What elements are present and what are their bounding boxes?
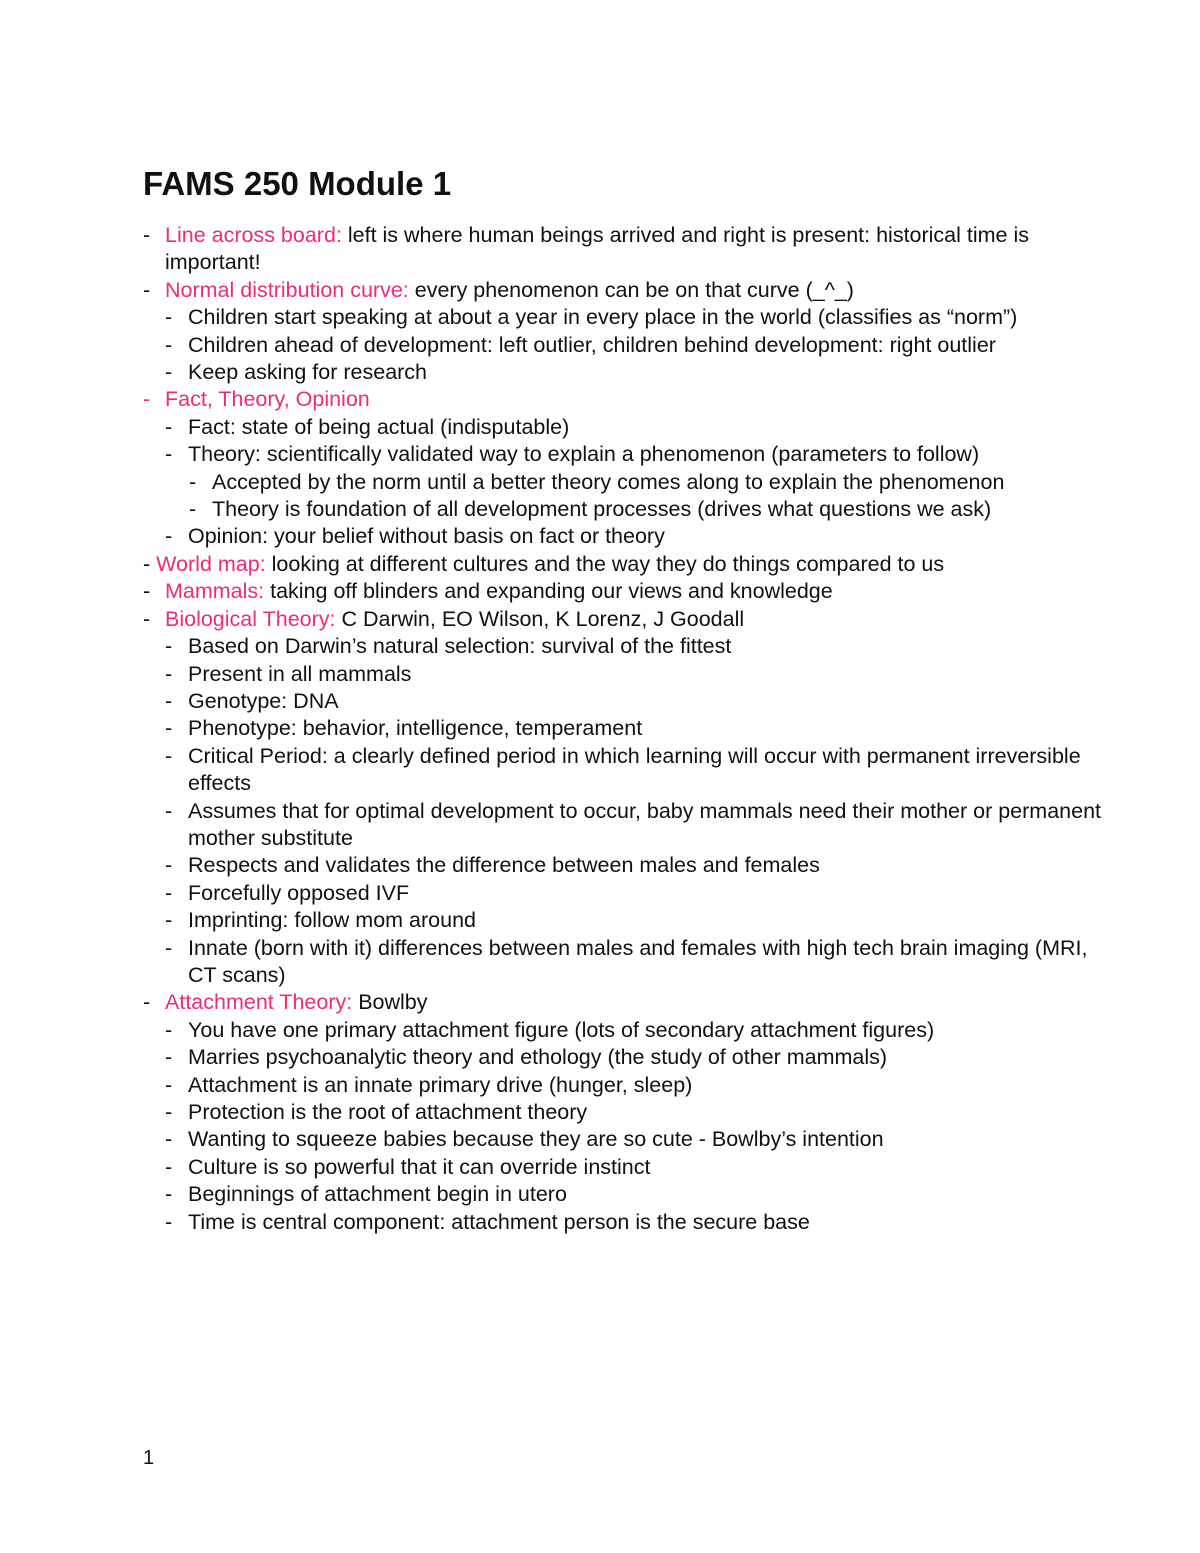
topic-line xyxy=(143,386,1103,413)
sub-bullet-line xyxy=(143,715,1103,742)
note-text: Keep asking for research xyxy=(188,360,428,385)
sub-bullet-line xyxy=(143,907,1103,934)
sub-bullet-line xyxy=(143,935,1103,990)
topic-heading: Line across board: xyxy=(165,223,342,247)
bullet-dash: - xyxy=(165,332,173,357)
sub-bullet-line xyxy=(143,1044,1103,1071)
sub-bullet-line xyxy=(143,880,1103,907)
note-text: Children start speaking at about a year in every place in the world (classifies as “norm”) xyxy=(188,305,1018,330)
bullet-dash: - xyxy=(165,1154,173,1179)
sub-bullet-line xyxy=(143,523,1103,550)
bullet-dash: - xyxy=(165,935,173,960)
bullet-dash: - xyxy=(165,853,173,878)
bullet-dash: - xyxy=(165,1045,173,1070)
bullet-dash: - xyxy=(165,305,173,330)
note-text: Theory is foundation of all development processes (drives what questions we ask) xyxy=(212,497,992,522)
sub-bullet-line xyxy=(143,1017,1103,1044)
note-text: Time is central component: attachment person is the secure base xyxy=(188,1209,810,1234)
sub-bullet-line xyxy=(143,743,1103,798)
bullet-dash: - xyxy=(143,551,157,576)
bullet-dash: - xyxy=(143,277,151,302)
note-text: Bowlby xyxy=(352,990,428,1015)
topic-line xyxy=(143,606,1103,633)
bullet-dash: - xyxy=(165,661,173,686)
sub-bullet-line xyxy=(143,1099,1103,1126)
bullet-dash: - xyxy=(165,360,173,385)
sub-bullet-line xyxy=(143,304,1103,331)
topic-heading: World map: xyxy=(156,551,266,576)
bullet-dash: - xyxy=(165,1182,173,1207)
note-text: You have one primary attachment figure (lots of secondary attachment figures) xyxy=(188,1017,935,1042)
sub-bullet-line xyxy=(143,1209,1103,1236)
note-text: Theory: scientifically validated way to explain a phenomenon (parameters to follow) xyxy=(188,442,980,467)
note-text: Attachment is an innate primary drive (hunger, sleep) xyxy=(188,1072,693,1097)
note-text: Genotype: DNA xyxy=(188,688,339,713)
topic-heading: Mammals: xyxy=(165,579,265,604)
note-text: Beginnings of attachment begin in utero xyxy=(188,1182,567,1207)
sub-bullet-line xyxy=(143,852,1103,879)
topic-line xyxy=(143,578,1103,605)
sub-bullet-line xyxy=(143,1126,1103,1153)
topic-line xyxy=(143,551,1103,578)
note-text: Wanting to squeeze babies because they are so cute - Bowlby’s intention xyxy=(188,1127,884,1152)
sub-bullet-line xyxy=(143,688,1103,715)
note-text: Protection is the root of attachment theory xyxy=(188,1100,588,1124)
bullet-dash: - xyxy=(189,469,197,494)
sub-bullet-line xyxy=(143,359,1103,386)
note-text: taking off blinders and expanding our views and knowledge xyxy=(264,579,833,604)
topic-heading: Biological Theory: xyxy=(165,606,336,631)
note-text: Children ahead of development: left outlier, children behind development: right outlier xyxy=(188,332,996,357)
sub-bullet-line xyxy=(143,661,1103,688)
bullet-dash: - xyxy=(143,223,151,247)
note-text: Innate (born with it) differences between males and females with high tech brain imaging (MRI, CT scans) xyxy=(188,935,1088,987)
topic-heading: Fact, Theory, Opinion xyxy=(165,387,370,412)
note-text: Marries psychoanalytic theory and ethology (the study of other mammals) xyxy=(188,1045,888,1070)
bullet-dash: - xyxy=(165,414,173,439)
bullet-dash: - xyxy=(143,990,151,1015)
sub-bullet-line xyxy=(143,798,1103,853)
sub-bullet-line xyxy=(143,633,1103,660)
note-text: Opinion: your belief without basis on fact or theory xyxy=(188,524,665,549)
note-text: Critical Period: a clearly defined period in which learning will occur with permanent irreversible effects xyxy=(188,743,1081,796)
bullet-dash: - xyxy=(165,634,173,659)
bullet-dash: - xyxy=(165,1209,173,1234)
bullet-dash: - xyxy=(165,524,173,549)
note-text: Accepted by the norm until a better theory comes along to explain the phenomenon xyxy=(212,469,1005,494)
note-text: Based on Darwin’s natural selection: survival of the fittest xyxy=(188,634,732,659)
note-text: Culture is so powerful that it can override instinct xyxy=(188,1154,651,1179)
note-text: Assumes that for optimal development to occur, baby mammals need their mother or permanent mother substitute xyxy=(188,798,1101,850)
topic-heading: Normal distribution curve: xyxy=(165,277,409,302)
sub-bullet-line xyxy=(143,1181,1103,1208)
sub-bullet-line xyxy=(143,1072,1103,1099)
note-text: Forcefully opposed IVF xyxy=(188,880,410,905)
note-text: Present in all mammals xyxy=(188,661,412,686)
bullet-dash: - xyxy=(165,716,173,741)
note-text: looking at different cultures and the way they do things compared to us xyxy=(265,551,945,576)
bullet-dash: - xyxy=(165,880,173,905)
bullet-dash: - xyxy=(189,497,197,522)
bullet-dash: - xyxy=(143,387,151,412)
bullet-dash: - xyxy=(165,1100,173,1124)
note-text: every phenomenon can be on that curve (_^_) xyxy=(408,277,854,302)
sub-bullet-line xyxy=(143,496,1103,523)
sub-bullet-line xyxy=(143,1154,1103,1181)
note-text: Fact: state of being actual (indisputable) xyxy=(188,414,570,439)
bullet-dash: - xyxy=(165,1017,173,1042)
sub-bullet-line xyxy=(143,414,1103,441)
bullet-dash: - xyxy=(165,1072,173,1097)
bullet-dash: - xyxy=(165,908,173,933)
note-text: Respects and validates the difference between males and females xyxy=(188,853,820,878)
notes-list xyxy=(143,222,1103,1236)
note-text: left is where human beings arrived and right is present: historical time is important! xyxy=(165,223,1030,275)
topic-line xyxy=(143,277,1103,304)
bullet-dash: - xyxy=(143,606,151,631)
topic-line xyxy=(143,989,1103,1016)
sub-bullet-line xyxy=(143,332,1103,359)
bullet-dash: - xyxy=(165,743,173,768)
sub-bullet-line xyxy=(143,469,1103,496)
topic-heading: Attachment Theory: xyxy=(165,990,353,1015)
topic-line xyxy=(143,222,1103,277)
note-text: C Darwin, EO Wilson, K Lorenz, J Goodall xyxy=(335,606,745,631)
page-title: FAMS 250 Module 1 xyxy=(143,165,452,202)
note-text: Phenotype: behavior, intelligence, temperament xyxy=(188,716,643,741)
bullet-dash: - xyxy=(165,798,173,823)
bullet-dash: - xyxy=(143,579,151,604)
bullet-dash: - xyxy=(165,442,173,467)
sub-bullet-line xyxy=(143,441,1103,468)
note-text: Imprinting: follow mom around xyxy=(188,908,476,933)
bullet-dash: - xyxy=(165,688,173,713)
bullet-dash: - xyxy=(165,1127,173,1152)
page-number: 1 xyxy=(143,1447,155,1469)
